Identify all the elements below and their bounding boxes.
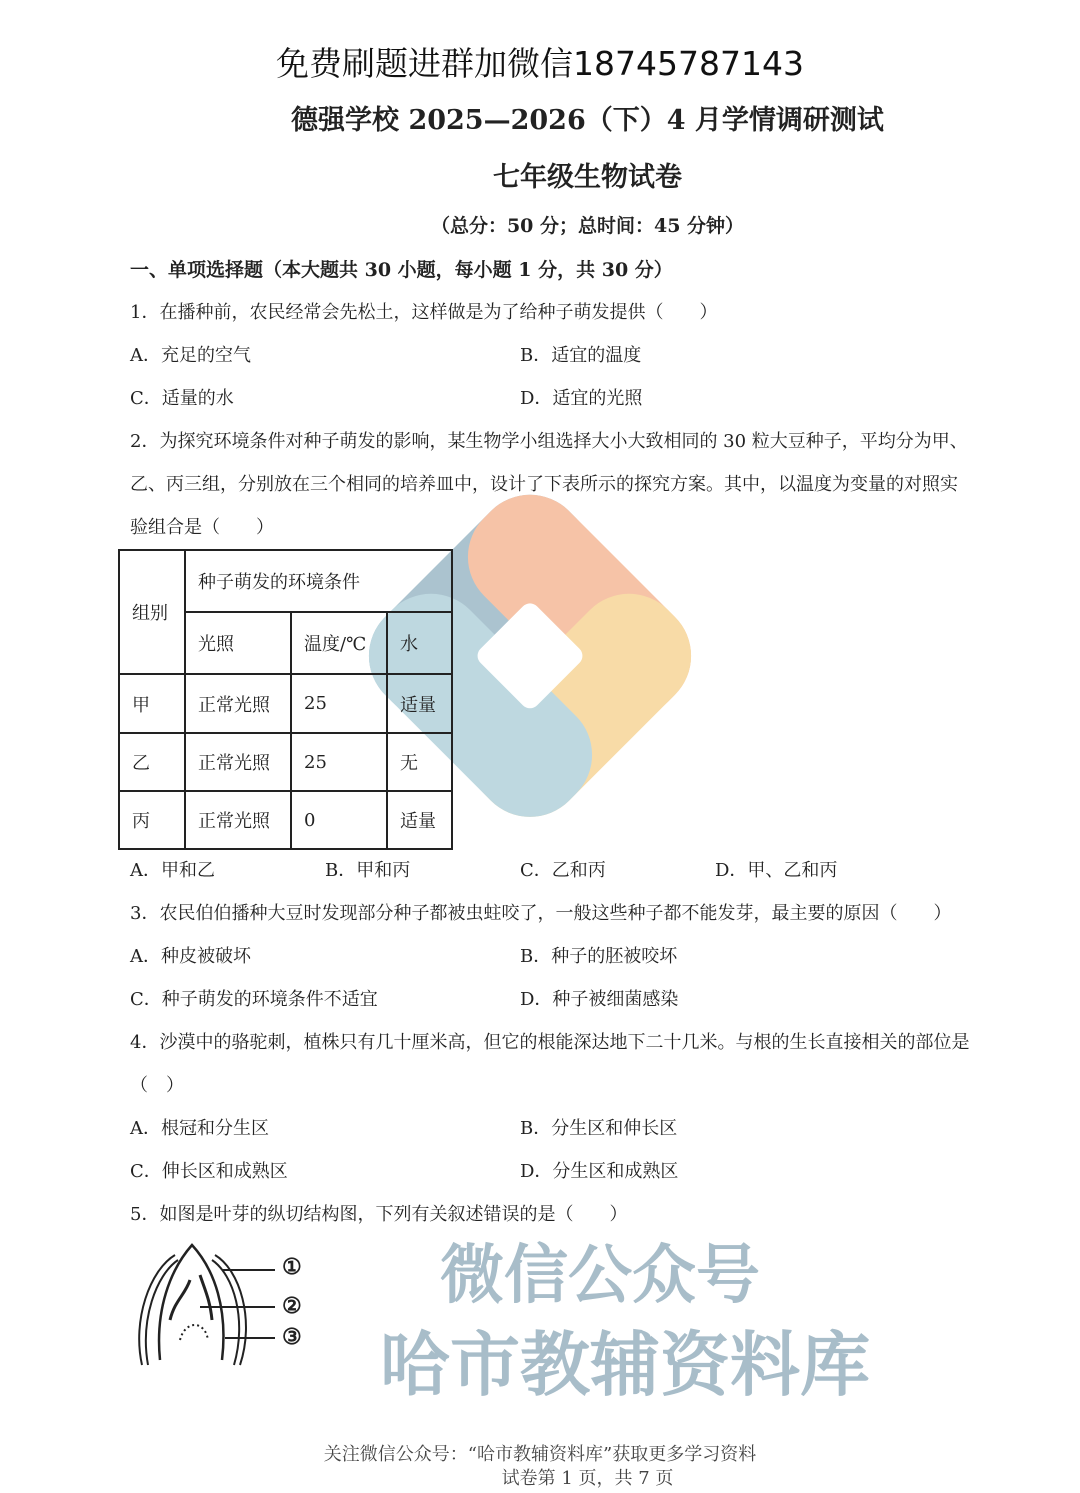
- question-2-line: 验组合是（ ）: [130, 517, 274, 538]
- option: C．乙和丙: [520, 860, 606, 881]
- option: C．适量的水: [130, 388, 234, 409]
- table-cell: 甲: [119, 674, 185, 733]
- experiment-table: [118, 549, 453, 850]
- table-row: [119, 733, 452, 791]
- question-4-line: （ ）: [130, 1075, 184, 1096]
- footer-promo: 关注微信公众号：“哈市教辅资料库”获取更多学习资料: [323, 1444, 757, 1465]
- figure-label: ③: [282, 1324, 302, 1350]
- question-4: 4．沙漠中的骆驼刺，植株只有几十厘米高，但它的根能深达地下二十几米。与根的生长直接相关的部位是: [130, 1032, 970, 1053]
- watermark-text: 微信公众号: [440, 1239, 760, 1313]
- table-row: [119, 674, 452, 733]
- table-cell: 正常光照: [185, 674, 291, 733]
- option: A．种皮被破坏: [130, 946, 251, 967]
- table-cell: 适量: [387, 791, 452, 849]
- option: A．充足的空气: [130, 345, 251, 366]
- exam-subtitle: 七年级生物试卷: [493, 162, 682, 193]
- table-header: 温度/℃: [291, 612, 387, 674]
- ad-line: 免费刷题进群加微信18745787143: [276, 44, 804, 83]
- question-2: 2．为探究环境条件对种子萌发的影响，某生物学小组选择大小大致相同的 30 粒大豆种子，平均分为甲、: [130, 431, 968, 452]
- option: B．种子的胚被咬坏: [520, 946, 678, 967]
- figure-label: ①: [282, 1254, 302, 1280]
- table-cell: 25: [291, 733, 387, 791]
- leaf-bud-diagram: [130, 1240, 290, 1370]
- table-cell: 0: [291, 791, 387, 849]
- option: B．甲和丙: [325, 860, 411, 881]
- question-5: 5．如图是叶芽的纵切结构图，下列有关叙述错误的是（ ）: [130, 1204, 628, 1225]
- table-cell: 乙: [119, 733, 185, 791]
- question-1: 1．在播种前，农民经常会先松土，这样做是为了给种子萌发提供（ ）: [130, 302, 718, 323]
- page-number: 试卷第 1 页，共 7 页: [501, 1468, 674, 1489]
- section-heading: 一、单项选择题（本大题共 30 小题，每小题 1 分，共 30 分）: [130, 259, 673, 281]
- option: D．种子被细菌感染: [520, 989, 679, 1010]
- option: D．分生区和成熟区: [520, 1161, 679, 1182]
- option: A．根冠和分生区: [130, 1118, 269, 1139]
- figure-label: ②: [282, 1293, 302, 1319]
- watermark-text: 哈市教辅资料库: [380, 1324, 870, 1406]
- option: C．种子萌发的环境条件不适宜: [130, 989, 378, 1010]
- table-header: 组别: [119, 550, 185, 674]
- table-cell: 25: [291, 674, 387, 733]
- option: A．甲和乙: [130, 860, 215, 881]
- table-header: 光照: [185, 612, 291, 674]
- table-header: 种子萌发的环境条件: [185, 550, 452, 612]
- option: C．伸长区和成熟区: [130, 1161, 288, 1182]
- option: B．分生区和伸长区: [520, 1118, 678, 1139]
- question-2-line: 乙、丙三组，分别放在三个相同的培养皿中，设计了下表所示的探究方案。其中，以温度为变量的对照实: [130, 474, 958, 495]
- table-header: 水: [387, 612, 452, 674]
- table-cell: 适量: [387, 674, 452, 733]
- table-row: [119, 791, 452, 849]
- exam-title: 德强学校 2025—2026（下）4 月学情调研测试: [291, 105, 884, 136]
- question-3: 3．农民伯伯播种大豆时发现部分种子都被虫蛀咬了，一般这些种子都不能发芽，最主要的原因（ ）: [130, 903, 952, 924]
- option: D．适宜的光照: [520, 388, 643, 409]
- table-cell: 丙: [119, 791, 185, 849]
- option: D．甲、乙和丙: [715, 860, 838, 881]
- table-cell: 正常光照: [185, 791, 291, 849]
- option: B．适宜的温度: [520, 345, 642, 366]
- score-info: （总分：50 分；总时间：45 分钟）: [430, 215, 745, 237]
- table-cell: 无: [387, 733, 452, 791]
- table-cell: 正常光照: [185, 733, 291, 791]
